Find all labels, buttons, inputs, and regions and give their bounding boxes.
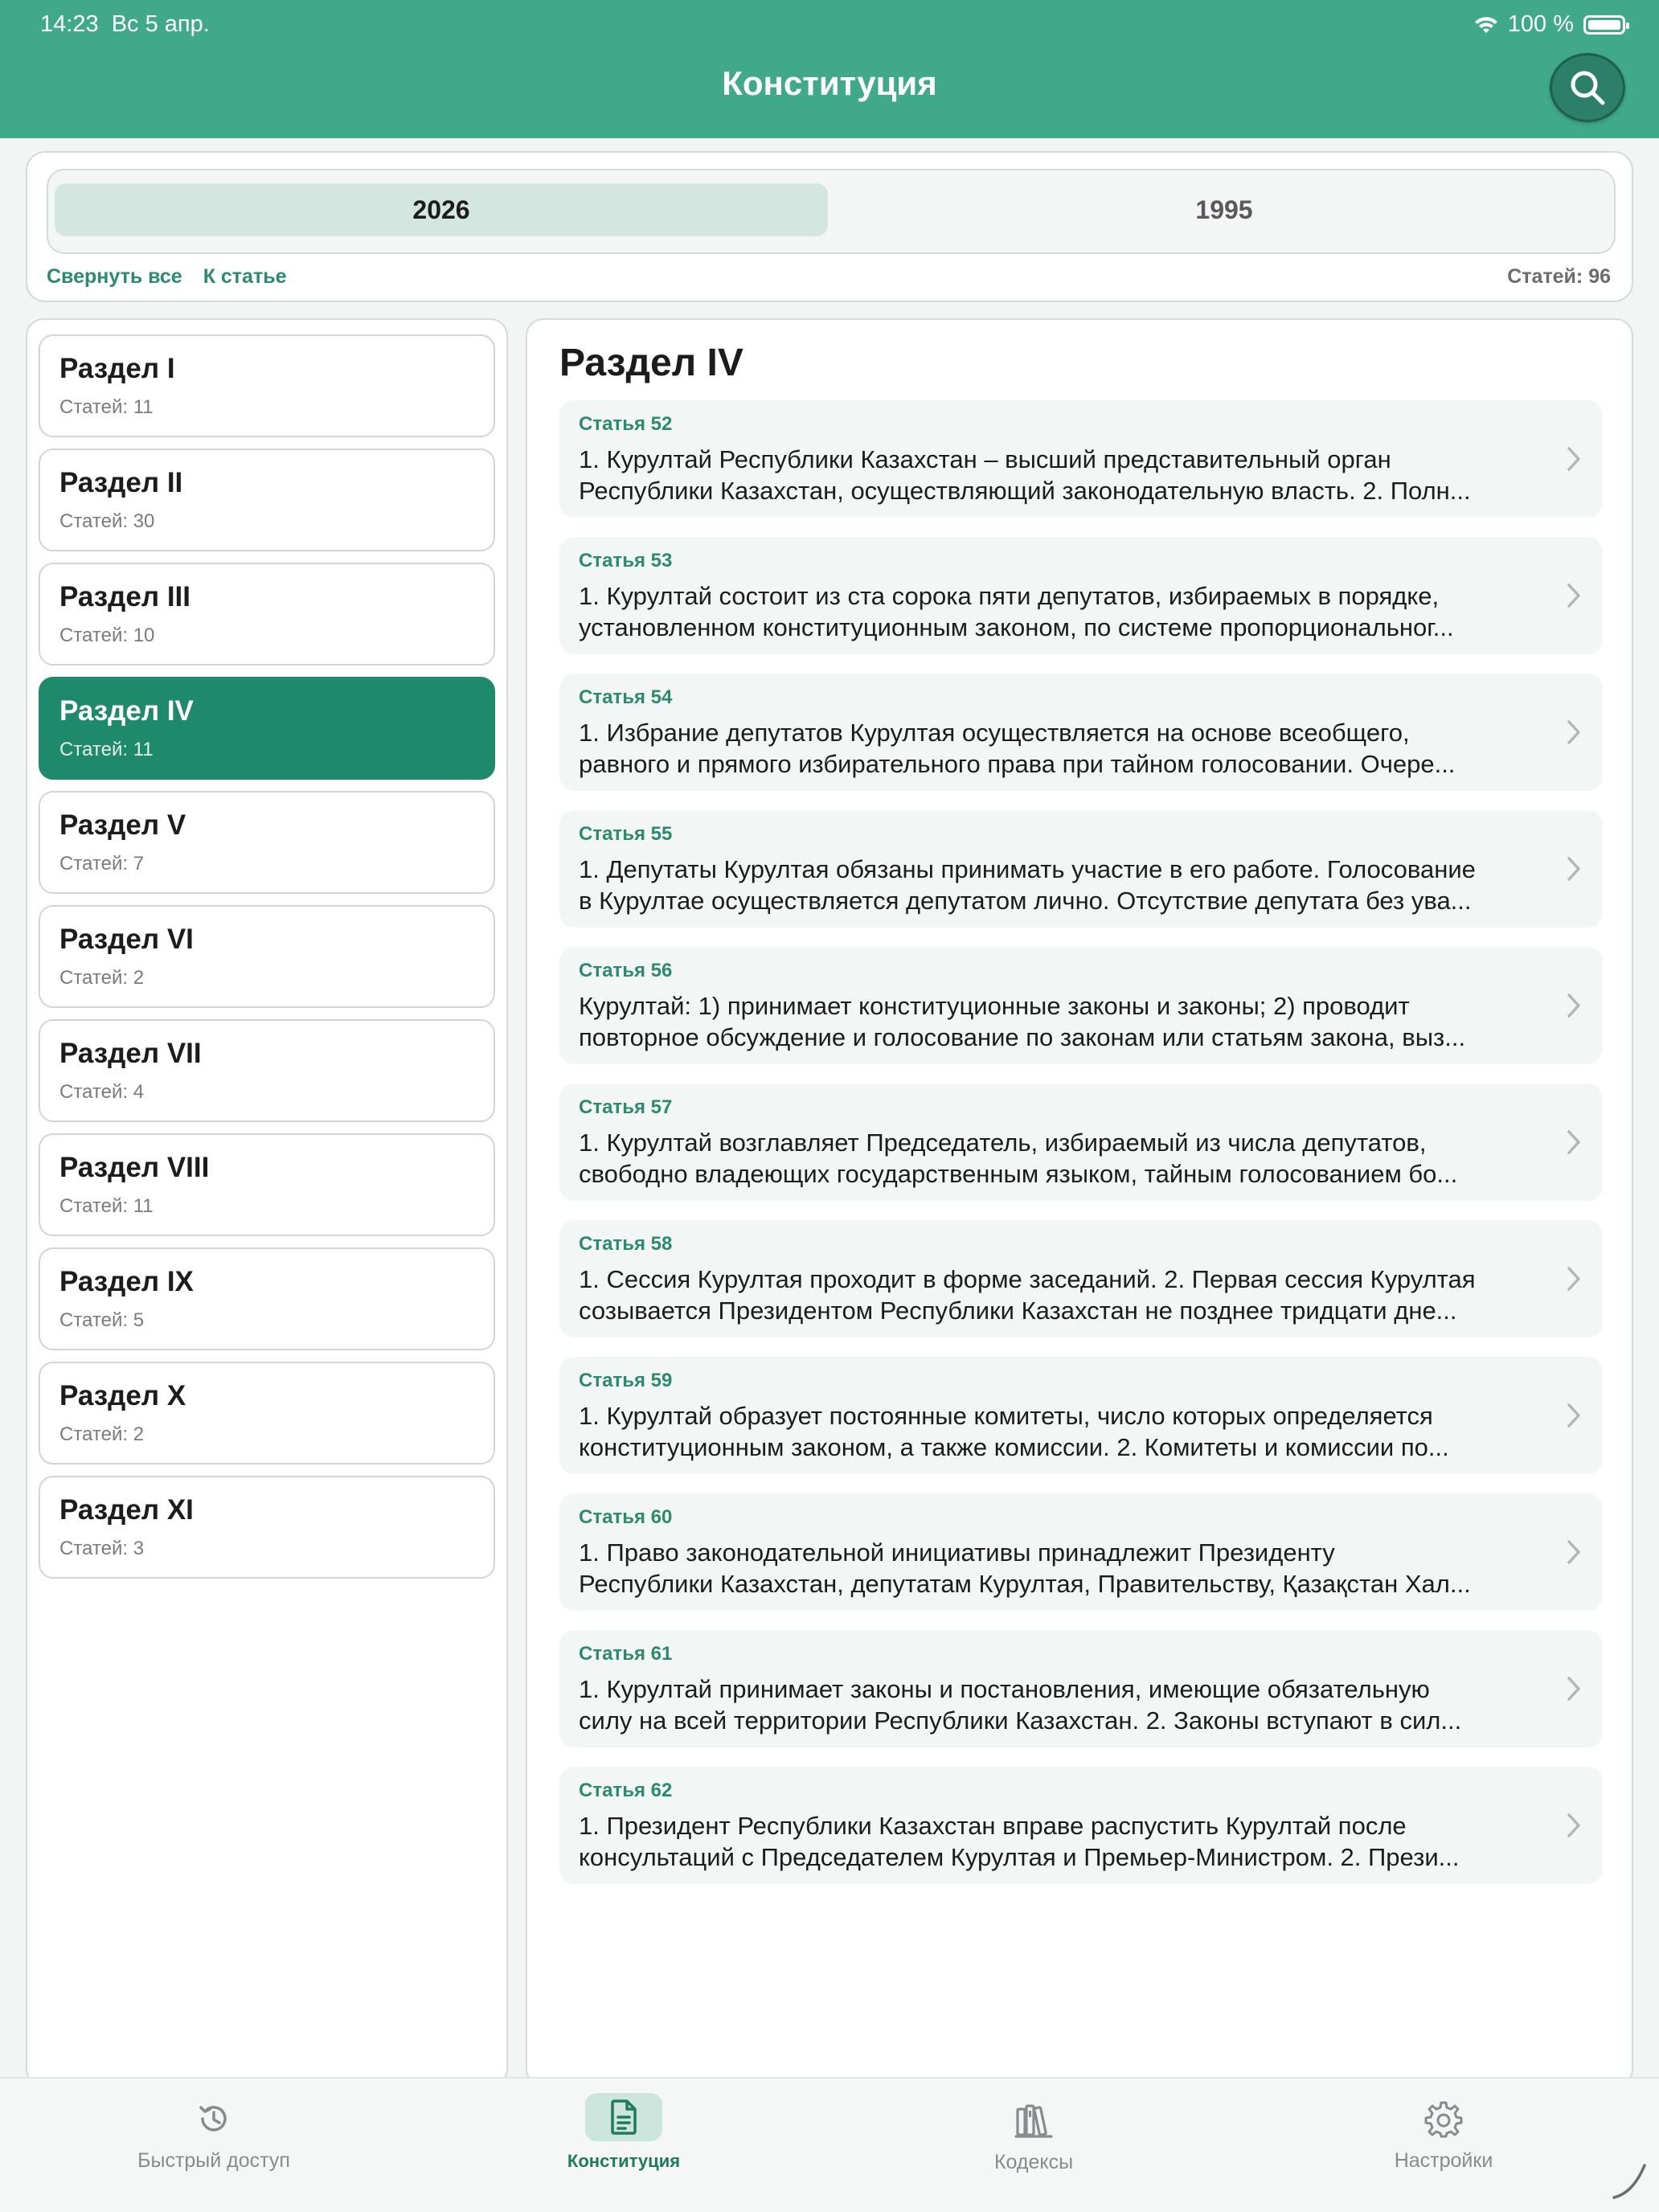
section-count: Статей: 30 (59, 510, 155, 532)
article-preview (579, 1810, 1538, 1873)
corner-handle-icon (1609, 2161, 1649, 2201)
section-item[interactable] (39, 905, 495, 1008)
article-label: Статья 56 (579, 960, 673, 981)
chevron-right-icon (1566, 719, 1582, 746)
section-count: Статей: 10 (59, 624, 155, 646)
article-item[interactable] (559, 1630, 1603, 1747)
article-preview-line: силу на всей территории Республики Казахстан. 2. Законы вступают в сил... (579, 1706, 1462, 1735)
article-item[interactable] (559, 1493, 1603, 1611)
tab-label: Конституция (567, 2151, 681, 2171)
section-item[interactable] (39, 791, 495, 894)
edition-card (26, 151, 1633, 302)
history-icon (195, 2099, 233, 2138)
article-label: Статья 53 (579, 550, 673, 571)
article-preview-line: свободно владеющих государственным языком, тайным голосованием бо... (579, 1160, 1458, 1188)
chevron-right-icon (1566, 445, 1582, 473)
tab-label: Кодексы (993, 2151, 1074, 2173)
article-item[interactable] (559, 1767, 1603, 1884)
article-preview (579, 717, 1538, 780)
article-preview-line: 1. Депутаты Курултая обязаны принимать участие в его работе. Голосование (579, 855, 1476, 883)
article-label: Статья 60 (579, 1506, 673, 1528)
tab-constitution[interactable] (503, 2093, 744, 2172)
article-preview (579, 1537, 1538, 1600)
article-preview (579, 1264, 1538, 1326)
chevron-right-icon (1566, 582, 1582, 609)
article-item[interactable] (559, 674, 1603, 791)
section-title: Раздел I (59, 353, 175, 384)
chevron-right-icon (1566, 1402, 1582, 1429)
edition-segmented-control (47, 169, 1616, 254)
search-icon (1568, 68, 1607, 107)
article-preview-line: 1. Сессия Курултая проходит в форме заседаний. 2. Первая сессия Курултая (579, 1265, 1476, 1293)
section-title: Раздел XI (59, 1494, 194, 1526)
section-count: Статей: 11 (59, 1194, 154, 1217)
article-preview (579, 1127, 1538, 1190)
books-icon (1014, 2101, 1053, 2140)
section-title: Раздел IX (59, 1266, 194, 1297)
wifi-icon (1474, 15, 1498, 35)
article-label: Статья 61 (579, 1643, 673, 1665)
articles-panel (526, 318, 1633, 2087)
chevron-right-icon (1566, 1129, 1582, 1156)
articles-total: Статей: 96 (1507, 265, 1611, 288)
section-title: Раздел VIII (59, 1152, 210, 1183)
status-indicators (1474, 11, 1625, 38)
section-title: Раздел VI (59, 924, 194, 955)
article-preview-line: Курултай: 1) принимает конституционные законы и законы; 2) проводит (579, 992, 1410, 1020)
tab-active-indicator (585, 2093, 662, 2141)
section-count: Статей: 3 (59, 1537, 145, 1559)
tab-quick-access[interactable] (93, 2099, 334, 2173)
article-preview-line: 1. Курултай принимает законы и постановления, имеющие обязательную (579, 1675, 1430, 1703)
article-preview-line: 1. Курултай состоит из ста сорока пяти депутатов, избираемых в порядке, (579, 582, 1440, 610)
selected-section-title: Раздел IV (559, 342, 743, 384)
section-count: Статей: 11 (59, 738, 154, 760)
tab-settings[interactable] (1323, 2099, 1564, 2173)
article-preview-line: 1. Курултай возглавляет Председатель, избираемый из числа депутатов, (579, 1129, 1427, 1157)
section-count: Статей: 2 (59, 966, 145, 989)
article-preview-line: 1. Избрание депутатов Курултая осуществляется на основе всеобщего, (579, 719, 1410, 747)
to-article-link[interactable]: К статье (203, 265, 287, 288)
section-item[interactable] (39, 563, 495, 666)
article-preview-line: конституционным законом, а также комиссии. 2. Комитеты и комиссии по... (579, 1433, 1449, 1461)
article-preview-line: повторное обсуждение и голосование по законам или статьям закона, выз... (579, 1023, 1466, 1051)
section-title: Раздел III (59, 581, 190, 612)
section-count: Статей: 2 (59, 1423, 145, 1445)
section-count: Статей: 4 (59, 1080, 145, 1103)
article-label: Статья 52 (579, 413, 673, 435)
article-preview-line: 1. Курултай образует постоянные комитеты, число которых определяется (579, 1402, 1433, 1430)
article-item[interactable] (559, 947, 1603, 1064)
section-title: Раздел II (59, 467, 183, 498)
article-preview (579, 444, 1538, 506)
chevron-right-icon (1566, 1675, 1582, 1702)
collapse-all-link[interactable]: Свернуть все (47, 265, 182, 288)
section-title: Раздел V (59, 809, 186, 841)
section-item[interactable] (39, 334, 495, 437)
section-count: Статей: 11 (59, 395, 154, 418)
tab-bar (0, 2077, 1659, 2212)
status-date: Вс 5 апр. (111, 11, 210, 37)
tab-codes[interactable] (913, 2101, 1154, 2174)
chevron-right-icon (1566, 1265, 1582, 1292)
section-item[interactable] (39, 449, 495, 551)
article-label: Статья 55 (579, 823, 673, 845)
article-item[interactable] (559, 1357, 1603, 1474)
article-label: Статья 62 (579, 1780, 673, 1801)
toolbar-links (47, 265, 286, 289)
gear-icon (1424, 2099, 1463, 2138)
article-preview-line: 1. Курултай Республики Казахстан – высший представительный орган (579, 445, 1391, 473)
search-button[interactable] (1550, 53, 1625, 122)
chevron-right-icon (1566, 1538, 1582, 1566)
section-title: Раздел X (59, 1380, 186, 1411)
article-preview (579, 990, 1538, 1053)
chevron-right-icon (1566, 1812, 1582, 1839)
article-item[interactable] (559, 400, 1603, 518)
section-item[interactable] (39, 1476, 495, 1579)
section-item[interactable] (39, 1133, 495, 1236)
section-item[interactable] (39, 1247, 495, 1350)
article-preview (579, 580, 1538, 643)
section-item-selected[interactable] (39, 677, 495, 780)
article-preview (579, 1400, 1538, 1463)
article-preview-line: 1. Президент Республики Казахстан вправе распустить Курултай после (579, 1812, 1407, 1840)
article-preview-line: созывается Президентом Республики Казахстан не позднее тридцати дне... (579, 1296, 1457, 1325)
battery-icon (1583, 15, 1625, 35)
sections-panel (26, 318, 508, 2087)
article-item[interactable] (559, 810, 1603, 928)
section-title: Раздел IV (59, 695, 194, 727)
article-preview (579, 1673, 1538, 1736)
article-preview-line: 1. Право законодательной инициативы принадлежит Президенту (579, 1538, 1335, 1567)
article-preview (579, 854, 1538, 916)
document-icon (608, 2099, 640, 2136)
section-count: Статей: 7 (59, 852, 145, 875)
article-preview-line: консультаций с Председателем Курултая и Премьер-Министром. 2. Прези... (579, 1843, 1460, 1871)
article-label: Статья 59 (579, 1370, 673, 1391)
app-header (0, 0, 1659, 138)
article-preview-line: в Курултае осуществляется депутатом лично. Отсутствие депутата без ува... (579, 887, 1472, 915)
chevron-right-icon (1566, 992, 1582, 1019)
status-time: 14:23 Вс 5 апр. (40, 11, 210, 37)
chevron-right-icon (1566, 855, 1582, 883)
section-item[interactable] (39, 1019, 495, 1122)
article-preview-line: Республики Казахстан, депутатам Курултая, Правительству, Қазақстан Хал... (579, 1570, 1471, 1598)
battery-percent: 100 % (1507, 11, 1574, 37)
segment-1995[interactable]: 1995 (1195, 195, 1253, 224)
article-preview-line: равного и прямого избирательного права при тайном голосовании. Очере... (579, 750, 1456, 778)
section-title: Раздел VII (59, 1038, 202, 1069)
article-item[interactable] (559, 1083, 1603, 1201)
article-item[interactable] (559, 537, 1603, 654)
article-label: Статья 58 (579, 1233, 673, 1255)
section-item[interactable] (39, 1362, 495, 1464)
segment-2026[interactable]: 2026 (55, 183, 828, 236)
section-count: Статей: 5 (59, 1309, 145, 1331)
article-preview-line: Республики Казахстан, осуществляющий законодательную власть. 2. Полн... (579, 477, 1471, 505)
tab-label: Быстрый доступ (137, 2149, 290, 2172)
article-label: Статья 54 (579, 686, 673, 708)
tab-label: Настройки (1394, 2149, 1493, 2172)
page-title: Конституция (722, 64, 937, 102)
article-label: Статья 57 (579, 1096, 673, 1118)
article-preview-line: установленном конституционным законом, по системе пропорциональног... (579, 613, 1454, 641)
article-item[interactable] (559, 1220, 1603, 1337)
